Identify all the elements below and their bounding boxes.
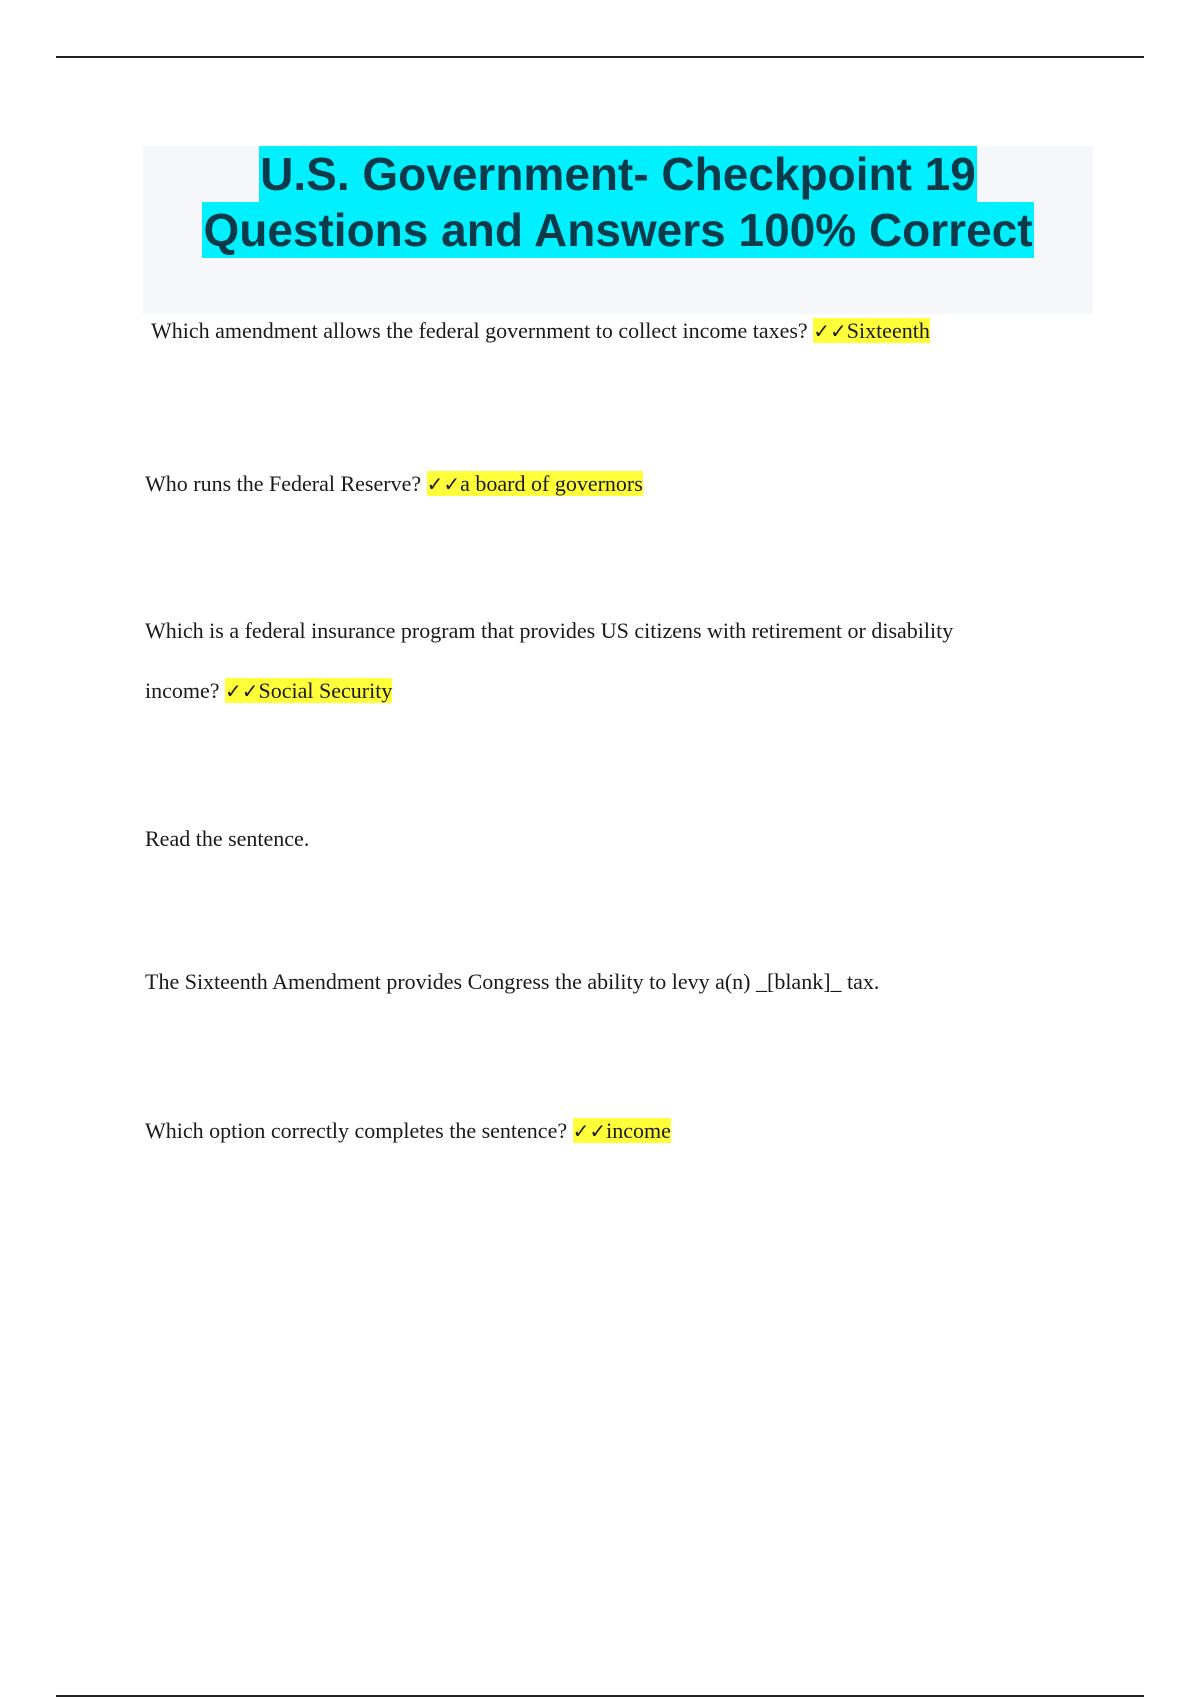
- title-block: [143, 146, 1093, 314]
- check-icon: ✓✓: [813, 319, 847, 343]
- answer-text: income: [606, 1118, 671, 1143]
- question-text: Which amendment allows the federal government to collect income taxes?: [151, 318, 814, 343]
- paragraph-text: Read the sentence.: [145, 826, 310, 851]
- answer-text: a board of governors: [460, 471, 643, 496]
- document-title-line-2: Questions and Answers 100% Correct: [203, 204, 1033, 256]
- answer-text: Sixteenth: [846, 318, 930, 343]
- footer-rule: [56, 1695, 1144, 1697]
- question-text: Which option correctly completes the sentence?: [145, 1118, 573, 1143]
- qa-item-6: [145, 1118, 671, 1144]
- answer-text: Social Security: [258, 678, 393, 703]
- document-title-line-1: U.S. Government- Checkpoint 19: [260, 148, 976, 200]
- qa-item-2: [145, 471, 643, 497]
- qa-item-1: [151, 318, 930, 344]
- answer-highlight: [573, 1118, 671, 1143]
- check-icon: ✓✓: [426, 472, 461, 496]
- paragraph-read-sentence: [145, 826, 309, 852]
- paragraph-text: The Sixteenth Amendment provides Congress the ability to levy a(n) _[blank]_ tax.: [145, 969, 880, 994]
- question-text: Who runs the Federal Reserve?: [145, 471, 427, 496]
- paragraph-sixteenth-amendment: [145, 969, 879, 995]
- question-text: income?: [145, 678, 226, 703]
- answer-highlight: [225, 678, 392, 703]
- answer-highlight: [427, 471, 643, 496]
- question-text: Which is a federal insurance program that provides US citizens with retirement or disability: [145, 618, 954, 643]
- header-rule: [56, 56, 1144, 58]
- qa-item-3-line-2: [145, 678, 392, 704]
- qa-item-3-line-1: [145, 618, 953, 644]
- answer-highlight: [813, 318, 930, 343]
- check-icon: ✓✓: [225, 679, 259, 703]
- check-icon: ✓✓: [572, 1119, 607, 1143]
